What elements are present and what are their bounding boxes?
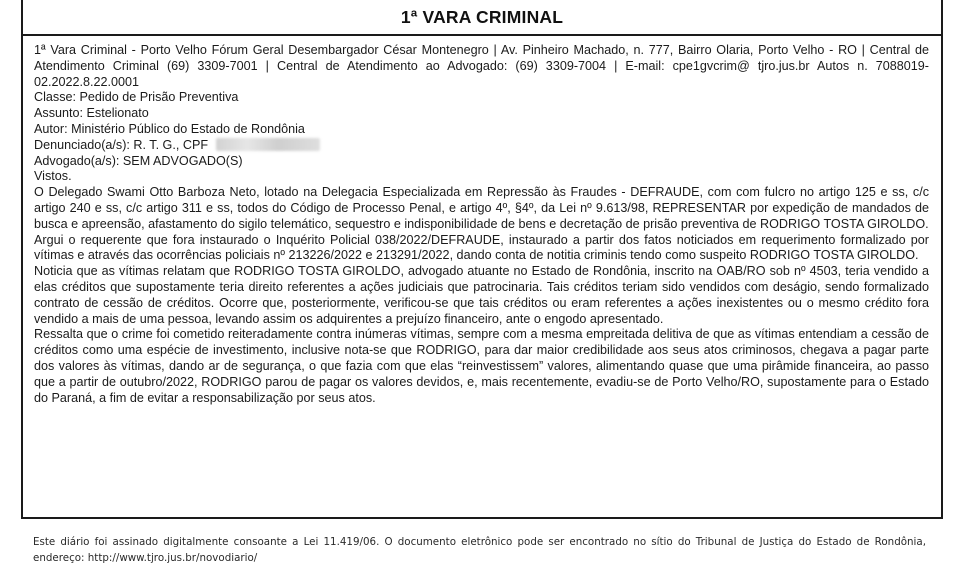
paragraph-inquerito: Argui o requerente que fora instaurado o Inquérito Policial 038/2022/DEFRAUDE, instaurado a partir dos fatos noticiados em requerimento formalizado por vítimas e através das ocorrências policiais nº 213226/2022 e 213291/2022, dando conta de notitia criminis tendo como suspeito RODRIGO TOSTA GIROLDO.: [34, 232, 929, 263]
paragraph-vitimas: Noticia que as vítimas relatam que RODRIGO TOSTA GIROLDO, advogado atuante no Estado de Rondônia, inscrito na OAB/RO sob nº 4503, teria vendido a elas créditos que supostamente teria direito referentes a ações judiciais que patrocinaria. Tais créditos teriam sido vendidos com deságio, sendo formalizado contrato de cessão de créditos. Ocorre que, posteriormente, verificou-se que tais créditos ou eram referentes a ações inexistentes ou o mesmo crédito fora vendido a mais de uma pessoa, levando assim os adquirentes a prejuízo financeiro, ante o engodo apresentado.: [34, 264, 929, 326]
advogado-line: Advogado(a/s): SEM ADVOGADO(S): [34, 153, 243, 168]
vistos-line: Vistos.: [34, 169, 72, 184]
autor-line: Autor: Ministério Público do Estado de Rondônia: [34, 121, 305, 136]
footer-signature-note: Este diário foi assinado digitalmente consoante a Lei 11.419/06. O documento eletrônico pode ser encontrado no sítio do Tribunal de Justiça do Estado de Rondônia, endereço: http://www.tjro.jus.br/novodiario/: [33, 536, 926, 564]
denunciado-text: Denunciado(a/s): R. T. G., CPF: [34, 137, 209, 152]
title-divider: [23, 34, 941, 36]
redacted-cpf: [216, 138, 320, 151]
classe-line: Classe: Pedido de Prisão Preventiva: [34, 90, 239, 105]
court-header-paragraph: 1ª Vara Criminal - Porto Velho Fórum Geral Desembargador César Montenegro | Av. Pinheiro Machado, n. 777, Bairro Olaria, Porto Velho - RO | Central de Atendimento Criminal (69) 3309-7001 | Central de Atendimento ao Advogado: (69) 3309-7004 | E-mail: cpe1gvcrim@ tjro.jus.br Autos n. 7088019-02.2022.8.22.0001: [34, 43, 929, 89]
notice-frame: [21, 0, 943, 519]
paragraph-delegado: O Delegado Swami Otto Barboza Neto, lotado na Delegacia Especializada em Repressão às Fraudes - DEFRAUDE, com com fulcro no artigo 125 e ss, c/c artigo 240 e ss, c/c artigo 311 e ss, todos do Código de Processo Penal, e artigo 4º, §4º, da Lei nº 9.613/98, REPRESENTAR por expedição de mandados de busca e apreensão, afastamento do sigilo telemático, sequestro e indisponibilidade de bens e decretação de prisão preventiva de RODRIGO TOSTA GIROLDO.: [34, 185, 929, 231]
notice-body: [34, 43, 929, 406]
paragraph-reiteracao: Ressalta que o crime foi cometido reiteradamente contra inúmeras vítimas, sempre com a mesma empreitada delitiva de que as vítimas entendiam a cessão de créditos como uma espécie de investimento, inclusive nota-se que RODRIGO, para dar maior credibilidade aos seus atos criminosos, chegava a pagar parte dos valores às vítimas, dando ar de segurança, o que fazia com que elas “reinvestissem” valores, alimentando quase que uma pirâmide financeira, ao passo que a partir de outubro/2022, RODRIGO parou de pagar os valores devidos, e, mais recentemente, evadiu-se de Porto Velho/RO, supostamente para o Estado do Paraná, a fim de evitar a responsabilização por seus atos.: [34, 327, 929, 405]
assunto-line: Assunto: Estelionato: [34, 106, 149, 121]
section-title: 1ª VARA CRIMINAL: [400, 7, 564, 27]
denunciado-line: [34, 138, 929, 154]
